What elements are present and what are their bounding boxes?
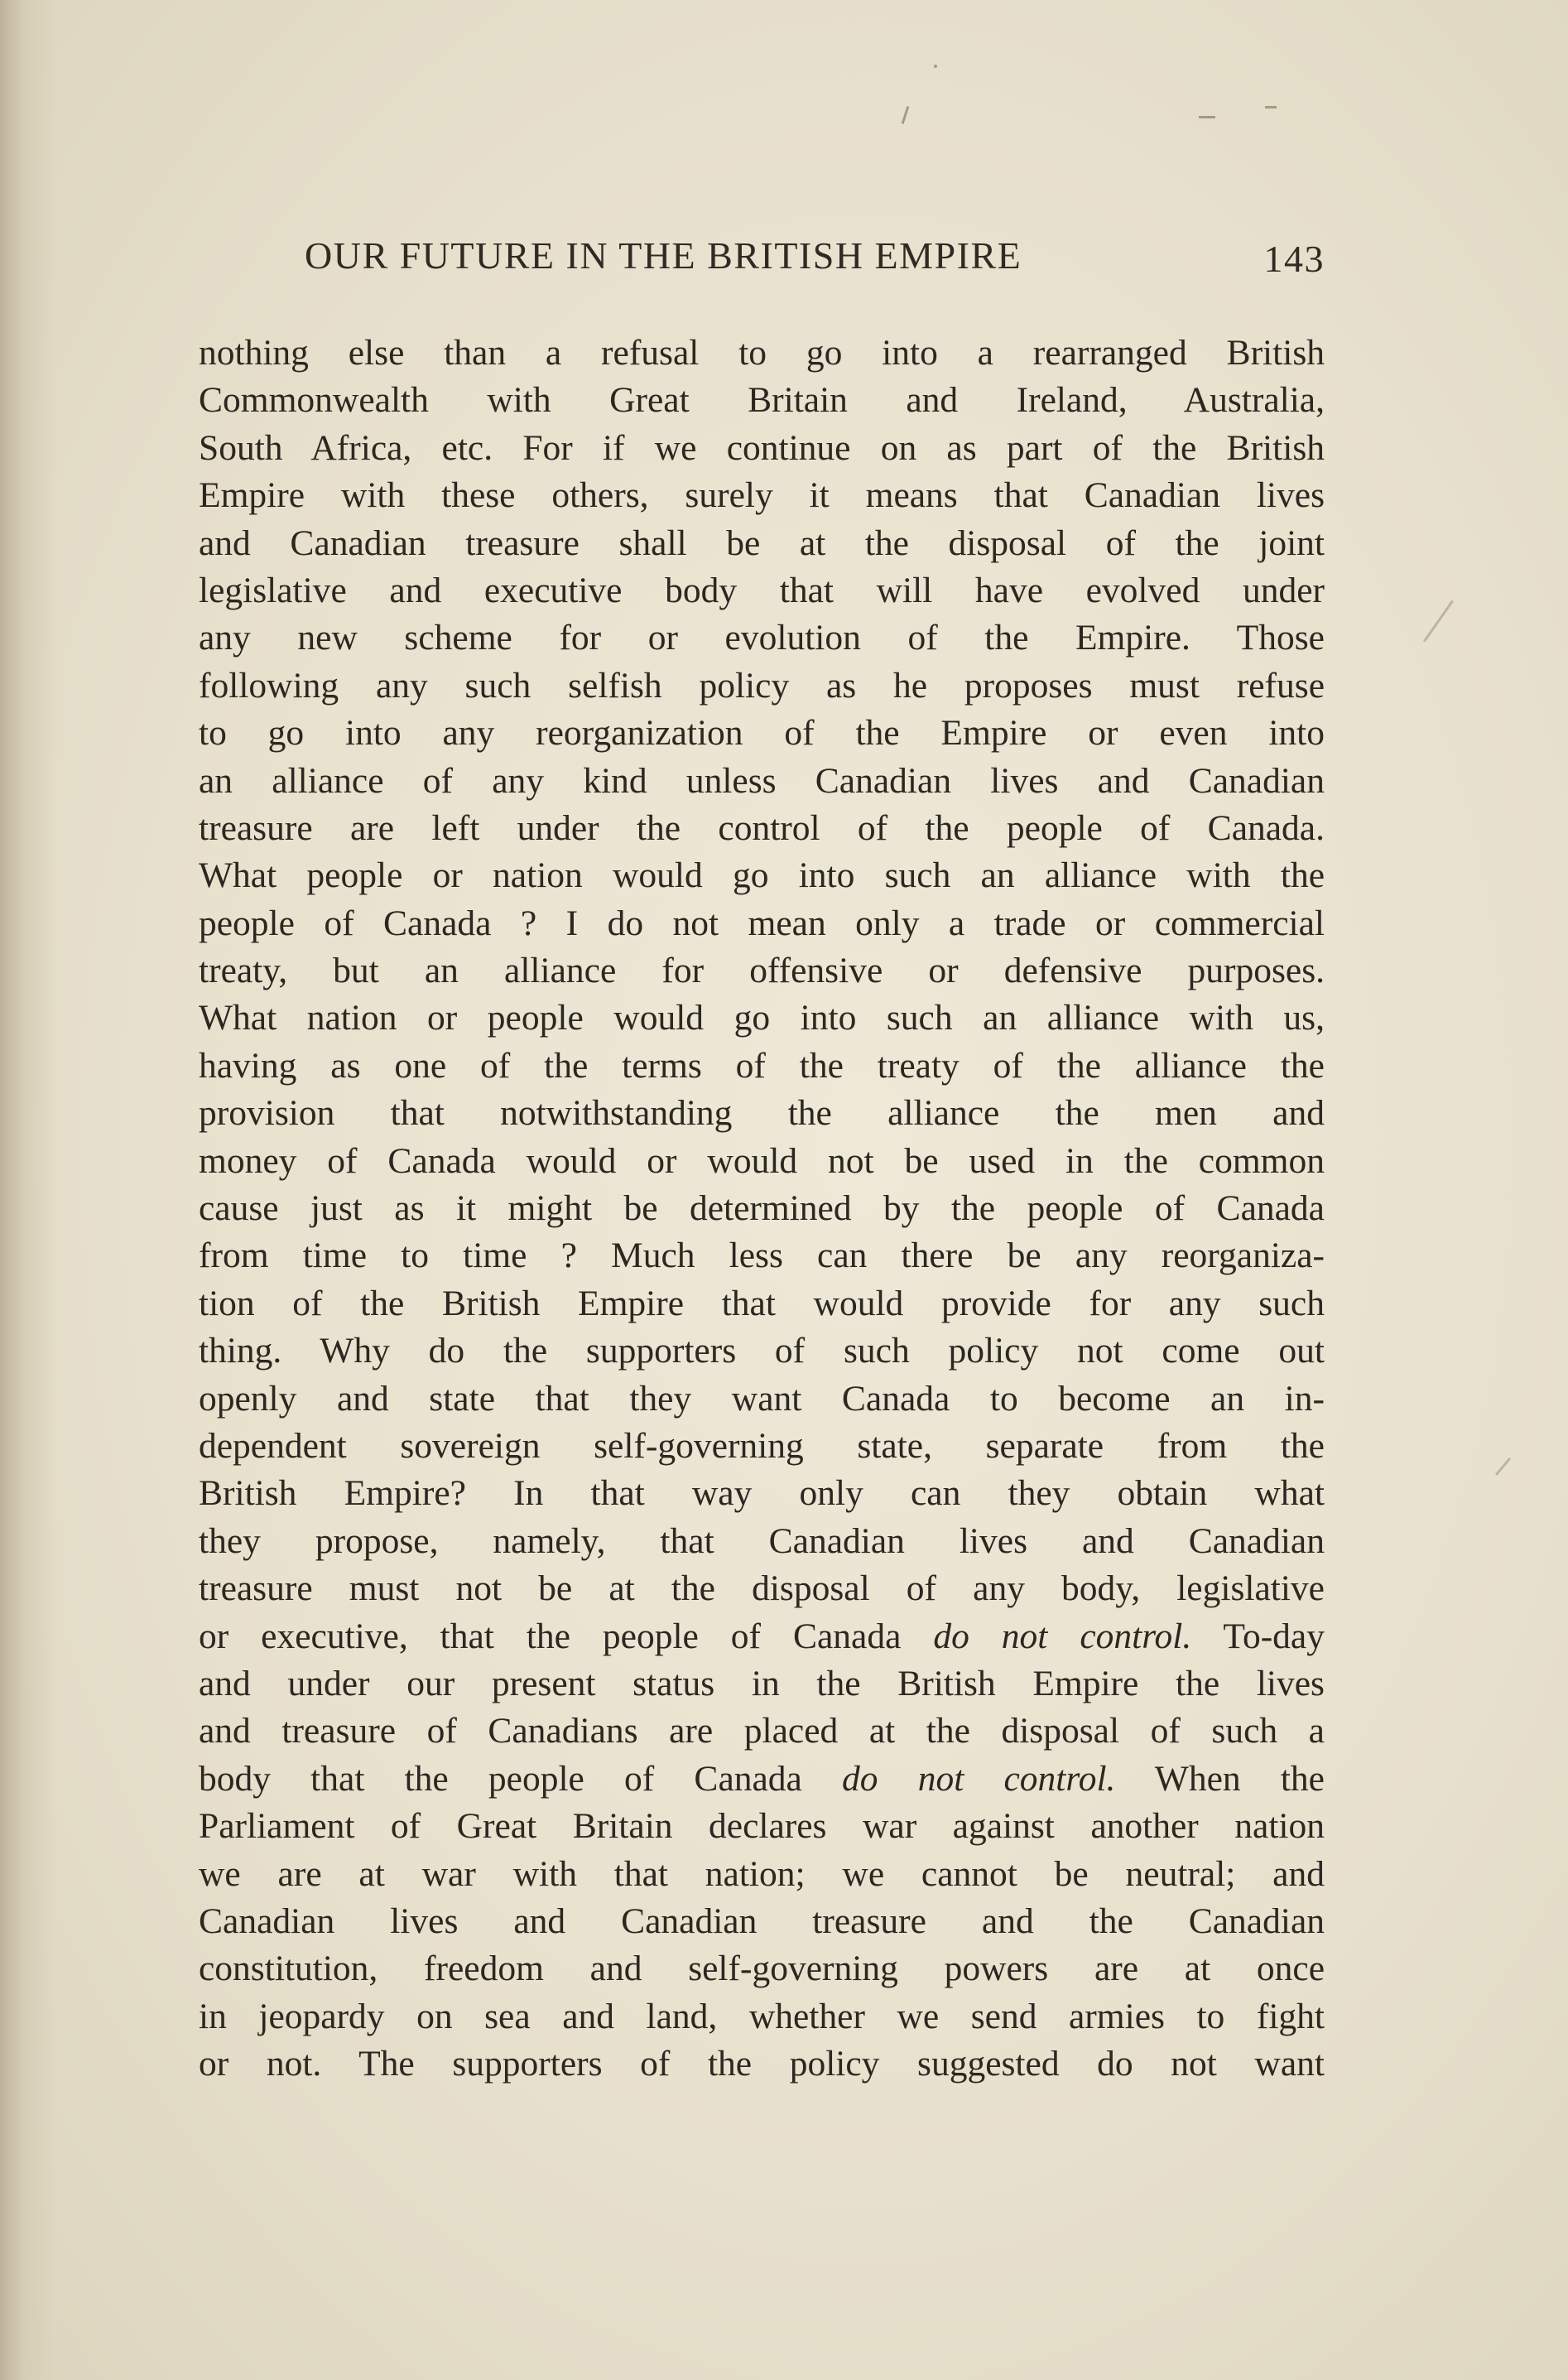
speck [1423, 600, 1454, 643]
text-line [199, 377, 1325, 424]
text-line [199, 1423, 1325, 1470]
page-header [202, 234, 1325, 291]
text-segment: Parliament of Great Britain declares war against another nation [199, 1806, 1325, 1847]
text-segment: treasure must not be at the disposal of any body, legislative [199, 1568, 1325, 1609]
text-line [199, 1043, 1325, 1090]
text-segment: nothing else than a refusal to go into a rearranged British [199, 333, 1325, 373]
text-line [199, 520, 1325, 567]
text-segment: South Africa, etc. For if we continue on as part of the British [199, 427, 1325, 468]
text-segment: and treasure of Canadians are placed at the disposal of such a [199, 1711, 1325, 1751]
text-segment: constitution, freedom and self-governing powers are at once [199, 1949, 1325, 1989]
text-line [199, 1327, 1325, 1375]
text-segment: tion of the British Empire that would provide for any such [199, 1283, 1325, 1323]
text-segment: What nation or people would go into such an alliance with us, [199, 998, 1325, 1038]
text-segment: in jeopardy on sea and land, whether we send armies to fight [199, 1996, 1325, 2036]
text-segment: body that the people of Canada [199, 1758, 843, 1799]
text-segment: To-day [1191, 1616, 1325, 1656]
text-segment: money of Canada would or would not be used in the common [199, 1140, 1325, 1181]
text-segment: people of Canada ? I do not mean only a trade or commercial [199, 903, 1325, 943]
text-segment: an alliance of any kind unless Canadian lives and Canadian [199, 760, 1325, 801]
text-line [199, 758, 1325, 805]
text-segment: dependent sovereign self-governing state, separate from the [199, 1425, 1325, 1466]
italic-text-segment: do not control. [933, 1616, 1192, 1656]
text-segment: any new scheme for or evolution of the Empire. Those [199, 618, 1325, 658]
italic-text-segment: do not control. [842, 1758, 1116, 1799]
text-segment: British Empire? In that way only can they obtain what [199, 1473, 1325, 1514]
page-gutter-shadow [0, 0, 58, 2380]
text-segment: treasure are left under the control of the people of Canada. [199, 807, 1325, 848]
speck [902, 106, 910, 124]
text-line [199, 1613, 1325, 1660]
body-text [199, 330, 1325, 2088]
text-segment: we are at war with that nation; we cannot be neutral; and [199, 1853, 1325, 1894]
text-segment: and Canadian treasure shall be at the disposal of the joint [199, 523, 1325, 563]
text-segment: Canadian lives and Canadian treasure and the Canadian [199, 1901, 1325, 1941]
text-line [199, 1470, 1325, 1517]
text-line [199, 1851, 1325, 1898]
text-line [199, 1565, 1325, 1612]
text-segment: or executive, that the people of Canada [199, 1616, 934, 1656]
text-segment: Commonwealth with Great Britain and Ireland, Australia, [199, 380, 1325, 421]
text-segment: from time to time ? Much less can there be any reorganiza- [199, 1236, 1325, 1276]
page-number: 143 [1263, 238, 1325, 280]
text-line [199, 472, 1325, 519]
text-segment: they propose, namely, that Canadian lives and Canadian [199, 1520, 1325, 1561]
text-line [199, 1280, 1325, 1327]
running-title: OUR FUTURE IN THE BRITISH EMPIRE [305, 234, 1022, 277]
text-segment: to go into any reorganization of the Empire or even into [199, 713, 1325, 754]
text-segment: and under our present status in the British Empire the lives [199, 1663, 1325, 1703]
text-segment: Empire with these others, surely it means that Canadian lives [199, 475, 1325, 516]
speck [934, 65, 937, 68]
text-line [199, 1660, 1325, 1708]
text-line [199, 947, 1325, 995]
text-segment: When the [1115, 1758, 1325, 1799]
text-line [199, 1756, 1325, 1803]
text-line [199, 1898, 1325, 1945]
text-line [199, 662, 1325, 710]
text-segment: openly and state that they want Canada to become an in- [199, 1378, 1325, 1419]
text-segment: following any such selfish policy as he proposes must refuse [199, 665, 1325, 706]
text-line [199, 1803, 1325, 1850]
text-line [199, 1375, 1325, 1423]
speck [1265, 106, 1277, 108]
text-segment: or not. The supporters of the policy suggested do not want [199, 2044, 1325, 2084]
speck [1495, 1457, 1511, 1476]
text-line [199, 710, 1325, 757]
text-line [199, 1090, 1325, 1137]
text-line [199, 1993, 1325, 2040]
text-line [199, 1945, 1325, 1992]
text-segment: having as one of the terms of the treaty of the alliance the [199, 1045, 1325, 1086]
text-segment: legislative and executive body that will have evolved under [199, 570, 1325, 610]
text-segment: What people or nation would go into such an alliance with the [199, 855, 1325, 896]
text-line [199, 1232, 1325, 1279]
text-line [199, 567, 1325, 614]
text-line [199, 1518, 1325, 1565]
text-line [199, 1185, 1325, 1232]
text-line [199, 1708, 1325, 1755]
text-line [199, 900, 1325, 947]
text-line [199, 1138, 1325, 1185]
text-segment: cause just as it might be determined by the people of Canada [199, 1188, 1325, 1229]
text-line [199, 852, 1325, 899]
text-line [199, 614, 1325, 662]
text-line [199, 805, 1325, 852]
text-segment: treaty, but an alliance for offensive or defensive purposes. [199, 951, 1325, 991]
text-segment: thing. Why do the supporters of such policy not come out [199, 1331, 1325, 1371]
speck [1199, 116, 1215, 118]
text-line [199, 330, 1325, 377]
text-line [199, 995, 1325, 1042]
text-line [199, 425, 1325, 472]
text-segment: provision that notwithstanding the alliance the men and [199, 1093, 1325, 1134]
text-line [199, 2040, 1325, 2088]
